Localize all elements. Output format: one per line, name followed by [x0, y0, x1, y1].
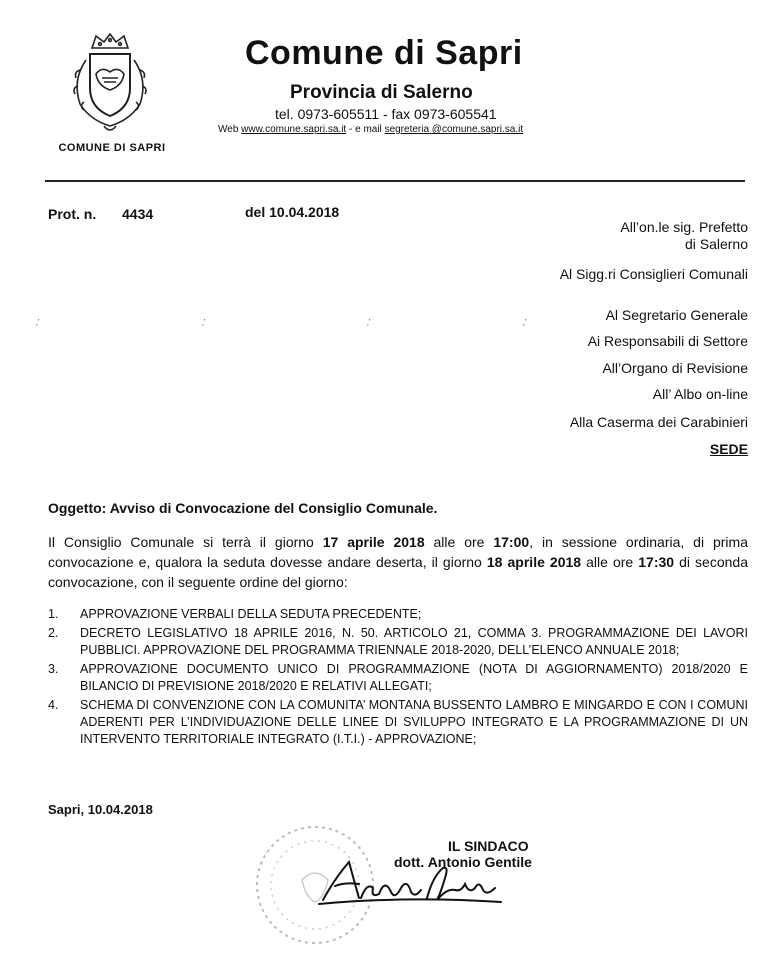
recipient-notice-board: All’ Albo on-line: [652, 386, 748, 402]
letterhead-province: Provincia di Salerno: [290, 82, 473, 103]
agenda-item: [48, 606, 748, 623]
letterhead-contacts: tel. 0973-605511 - fax 0973-605541: [275, 106, 497, 122]
email-link[interactable]: segreteria @comune.sapri.sa.it: [384, 124, 524, 135]
web-prefix: Web: [218, 124, 239, 135]
body-text: Il Consiglio Comunale si terrà il giorno: [48, 534, 323, 550]
body-text: di seconda convocazione, con il seguente ordine del giorno:: [48, 554, 748, 590]
website-link[interactable]: www.comune.sapri.sa.it: [241, 124, 347, 135]
protocol-label: Prot. n.: [48, 206, 97, 222]
agenda-item-text: APPROVAZIONE DOCUMENTO UNICO DI PROGRAMMAZIONE (NOTA DI AGGIORNAMENTO) 2018/2020 E BILANCIO DI PREVISIONE 2018/2020 E RELATIVI ALLEGATI;: [80, 662, 748, 693]
first-meeting-time: 17:00: [493, 534, 530, 550]
agenda-item-number: 1.: [48, 607, 59, 621]
agenda-item-number: 4.: [48, 698, 59, 712]
body-text: , in sessione ordinaria, di prima convocazione e, qualora la seduta dovesse andare deserta, il giorno: [48, 534, 748, 570]
agenda-item-number: 3.: [48, 662, 59, 676]
body-text: alle ore: [581, 554, 639, 570]
recipient-prefect: All’on.le sig. Prefetto: [620, 219, 748, 235]
scan-mark: ‚’: [367, 318, 371, 327]
body-text: alle ore: [424, 534, 494, 550]
recipient-audit-body: All’Organo di Revisione: [602, 360, 748, 376]
agenda-item: [48, 625, 748, 659]
signatory-title: IL SINDACO: [448, 838, 529, 854]
crest-label: COMUNE DI SAPRI: [58, 142, 166, 154]
recipient-councillors: Al Sigg.ri Consiglieri Comunali: [559, 266, 748, 282]
recipient-carabinieri: Alla Caserma dei Carabinieri: [569, 414, 748, 430]
handwritten-signature-icon: [315, 848, 505, 908]
letterhead-web-line: [218, 124, 523, 135]
recipient-prefect-city: di Salerno: [684, 236, 748, 252]
agenda-item-text: APPROVAZIONE VERBALI DELLA SEDUTA PRECEDENTE;: [80, 607, 422, 621]
agenda-item-text: DECRETO LEGISLATIVO 18 APRILE 2016, N. 50. ARTICOLO 21, COMMA 3. PROGRAMMAZIONE DEI LAVORI PUBBLICI. APPROVAZIONE DEL PROGRAMMA TRIENNALE 2018-2020, DELL’ELENCO ANNUALE 2018;: [80, 626, 748, 657]
letterhead-title: Comune di Sapri: [245, 34, 523, 72]
body-paragraph: [48, 532, 748, 592]
recipient-secretary: Al Segretario Generale: [605, 307, 748, 323]
second-meeting-date: 18 aprile 2018: [486, 554, 582, 570]
email-prefix: - e mail: [346, 124, 382, 135]
agenda-item-text: SCHEMA DI CONVENZIONE CON LA COMUNITA’ MONTANA BUSSENTO LAMBRO E MINGARDO E CON I COMUNI ADERENTI PER L’INDIVIDUAZIONE DELLE LINEE DI SVILUPPO INTEGRATO E LA PROGRAMMAZIONE DI UN INTERVENTO TERRITORIALE INTEGRATO (I.T.I.) - APPROVAZIONE;: [80, 698, 748, 746]
first-meeting-date: 17 aprile 2018: [322, 534, 425, 550]
agenda-item: [48, 697, 748, 748]
recipient-sector-heads: Ai Responsabili di Settore: [587, 333, 748, 349]
place-and-date: Sapri, 10.04.2018: [48, 802, 153, 817]
agenda-list: [48, 606, 748, 750]
agenda-item: [48, 661, 748, 695]
signatory-name: dott. Antonio Gentile: [394, 854, 532, 870]
protocol-number: 4434: [122, 206, 154, 222]
scan-mark: ‚’: [523, 318, 527, 327]
scan-mark: ‚’: [36, 318, 40, 327]
recipient-sede: SEDE: [709, 441, 748, 457]
municipal-crest-icon: [60, 30, 160, 140]
subject-line: Oggetto: Avviso di Convocazione del Consiglio Comunale.: [48, 500, 438, 516]
scan-mark: ‚’: [202, 318, 206, 327]
second-meeting-time: 17:30: [638, 554, 675, 570]
header-divider: [45, 180, 745, 182]
protocol-date: del 10.04.2018: [245, 204, 340, 220]
agenda-item-number: 2.: [48, 626, 59, 640]
